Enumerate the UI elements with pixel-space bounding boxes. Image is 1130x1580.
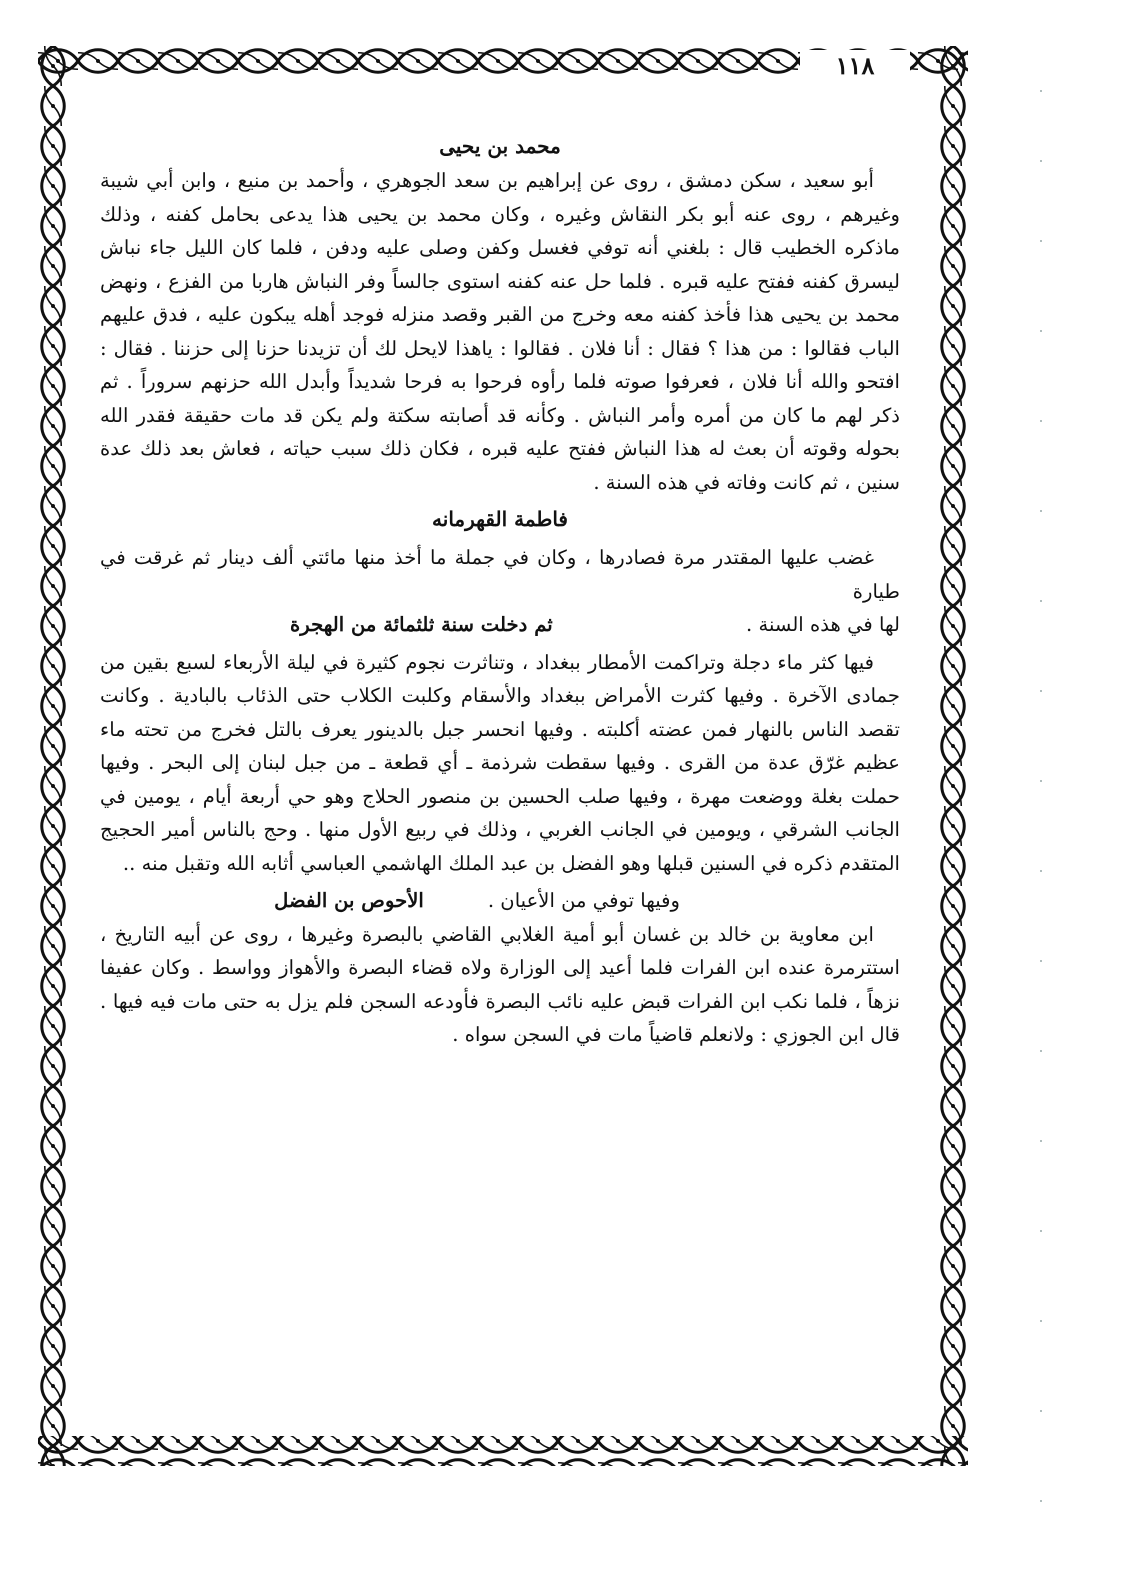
- section-heading: فاطمة القهرمانه: [432, 507, 568, 531]
- paragraph: غضب عليها المقتدر مرة فصادرها ، وكان في جملة ما أخذ منها مائتي ألف دينار ثم غرقت في طيارة: [100, 546, 900, 603]
- section-heading: محمد بن يحيى: [439, 134, 561, 158]
- scan-margin-dots: [1040, 0, 1044, 1580]
- paragraph: ابن معاوية بن خالد بن غسان أبو أمية الغلابي القاضي بالبصرة وغيرها ، روى عن أبيه التاريخ ، استترمرة عنده ابن الفرات فلما أعيد إلى الوزارة ولاه قضاء البصرة والأهواز وواسط . وكان عفيفا نزهاً ، فلما نكب ابن الفرات قبض عليه نائب البصرة فأودعه السجن فلم يزل به حتى مات فيه فيها . قال ابن الجوزي : ولانعلم قاضياً مات في السجن سواه .: [100, 922, 900, 1046]
- paragraph-line-end: لها في هذه السنة .: [745, 613, 900, 636]
- section-heading: الأحوص بن الفضل: [274, 889, 424, 912]
- paragraph: أبو سعيد ، سكن دمشق ، روى عن إبراهيم بن سعد الجوهري ، وأحمد بن منيع ، وابن أبي شيبة وغيرهم ، روى عنه أبو بكر النقاش وغيره ، وكان محمد بن يحيى هذا يدعى بحامل كفنه ، وذلك ماذكره الخطيب قال : بلغني أنه توفي فغسل وكفن وصلى عليه ودفن ، فلما كان الليل جاء نباش ليسرق كفنه ففتح عليه قبره . فلما حل عنه كفنه استوى جالساً وفر النباش هاربا من الفزع ، ونهض محمد بن يحيى هذا فأخذ كفنه معه وخرج من القبر وقصد منزله فوجد أهله يبكون عليه ، فدق عليهم الباب فقالوا : من هذا ؟ فقال : أنا فلان . فقالوا : ياهذا لايحل لك أن تزيدنا حزنا إلى حزننا . فقال : افتحو والله أنا فلان ، فعرفوا صوته فلما رأوه فرحوا به فرحا شديداً وأبدل الله حزنهم سروراً . ثم ذكر لهم ما كان من أمره وأمر النباش . وكأنه قد أصابته سكتة ولم يكن قد مات حقيقة فقدر الله بحوله وقوته أن بعث له هذا النباش ففتح عليه قبره ، فكان ذلك سبب حياته ، فعاش بعد ذلك عدة سنين ، ثم كانت وفاته في هذه السنة .: [100, 169, 900, 494]
- death-intro: وفيها توفي من الأعيان .: [487, 889, 680, 912]
- paragraph-line: [100, 884, 900, 918]
- page-number: ١١٨: [800, 50, 910, 82]
- paragraph: فيها كثر ماء دجلة وتراكمت الأمطار ببغداد ، وتناثرت نجوم كثيرة في ليلة الأربعاء لسبع بقين من جمادى الآخرة . وفيها كثرت الأمراض ببغداد والأسقام وكلبت الكلاب حتى الذئاب بالبادية . وكانت تقصد الناس بالنهار فمن عضته أكلبته . وفيها انحسر جبل بالدينور يعرف بالتل فخرج من تحته ماء عظيم غرّق عدة من القرى . وفيها سقطت شرذمة ـ أي قطعة ـ من جبل لبنان إلى البحر . وفيها حملت بغلة ووضعت مهرة ، وفيها صلب الحسين بن منصور الحلاج وهو حي أربعة أيام ، يومين في الجانب الشرقي ، ويومين في الجانب الغربي ، وذلك في ربيع الأول منها . وحج بالناس أمير الحجيج المتقدم ذكره في السنين قبلها وهو الفضل بن عبد الملك الهاشمي العباسي أثابه الله وتقبل منه ..: [100, 650, 900, 875]
- year-heading: ثم دخلت سنة ثلثمائة من الهجرة: [290, 613, 553, 636]
- page-body: [100, 128, 900, 1052]
- paragraph-line: [100, 608, 900, 642]
